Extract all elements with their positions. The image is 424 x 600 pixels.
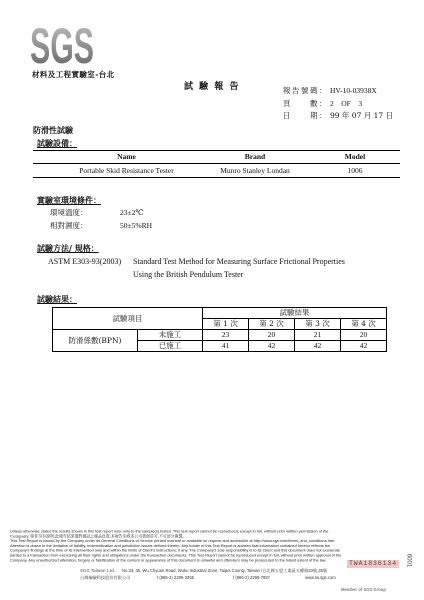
page-count: 2 OF 3: [330, 98, 363, 108]
test-item-header: 試驗項目: [53, 308, 203, 330]
result-value: 21: [295, 330, 341, 341]
run-2-header: 第 2 次: [249, 319, 295, 330]
results-table: [52, 307, 387, 352]
run-4-header: 第 4 次: [341, 319, 387, 330]
results-row-untreated: [53, 330, 387, 341]
test-name: 防滑性試驗: [33, 125, 73, 135]
report-number: HV-10-03938X: [330, 86, 377, 95]
company-phone: t (886-2) 2299-3355: [157, 575, 195, 580]
report-info: [283, 86, 393, 124]
company-address: No.33, 35, Wu Chyuan Road, Wuku Industrial Zone, Taipei County, Taiwan /台北縣五股工業區五權路33號,35號: [122, 568, 328, 573]
disclaimer-line: Company. 除非另有說明,此報告結果僅對測試之樣品負責,本報告未經本公司書面許可,不可部分複製。: [10, 533, 187, 539]
result-value: 41: [203, 341, 249, 352]
test-result-header: 試驗結果: [203, 308, 387, 319]
report-number-row: [283, 86, 393, 99]
method-heading: 試驗方法/ 規格：: [37, 243, 99, 253]
humidity-label: 相對濕度：: [50, 221, 88, 230]
sgs-logo-text: SGS: [30, 26, 94, 66]
equipment-header-row: [33, 151, 400, 164]
equipment-header-name: Name: [33, 151, 220, 164]
equipment-header-brand: Brand: [220, 151, 298, 164]
temperature-value: 23±2℃: [120, 208, 144, 217]
results-heading: 試驗結果：: [37, 294, 77, 304]
method-description-line-1: Standard Test Method for Measuring Surface Frictional Properties: [133, 257, 345, 266]
report-date-row: [283, 111, 393, 124]
sgs-logo: [30, 26, 94, 66]
run-1-header: 第 1 次: [203, 319, 249, 330]
equipment-table: [33, 150, 400, 178]
disclaimer-line: Company. Any unauthorized alteration, forgery or falsification of the content or appearance of this document is unlawful and offenders may be prosecuted to the fullest extent of the law.: [10, 557, 327, 563]
disclaimer-line: Attention is drawn to the limitation of liability, indemnification and jurisdiction issues defined therein. Any holder of this Test Report is advised that information contained hereon reflects the: [10, 543, 331, 548]
disclaimer-line: Company's findings at the time of its intervention only and within the limits of Client's instructions, if any. The Company's sole responsibility is to its Client and this document does not exonerate: [10, 548, 340, 553]
serial-number-stamp: TWA1836134: [349, 560, 398, 567]
page-count-label: 頁 數：: [283, 98, 328, 108]
disclaimer: [10, 529, 341, 563]
method-standard: ASTM E303-93(2003): [48, 257, 122, 266]
result-value: 42: [249, 341, 295, 352]
result-value: 42: [295, 341, 341, 352]
result-value: 20: [341, 330, 387, 341]
company-fax: f (886-2) 2299-7857: [233, 575, 271, 580]
equipment-heading: 試驗設備：: [37, 138, 77, 148]
disclaimer-line: This Test Report is issued by the Company under its General Conditions of Service printed overleaf or available on request and accessible at http://www.sgs.com/terms_and_conditions.htm.: [10, 538, 336, 544]
member-of-sgs-group: Member of SGS Group: [341, 587, 386, 592]
disclaimer-line: parties to a transaction from exercising all their rights and obligations under the transaction documents. This Test Report cannot be reproduced except in full, without prior written approval of the: [10, 552, 342, 558]
disclaimer-line: Unless otherwise stated the results shown in this test report refer only to the sample(s) tested. This test report cannot be reproduced, except in full, without prior written permission of the: [10, 529, 329, 534]
company-name-en: SGS Taiwan Ltd.: [80, 567, 116, 573]
equipment-brand: Munro Stanley Londan: [220, 164, 298, 178]
result-value: 20: [249, 330, 295, 341]
lab-name: 材料及工程實驗室-台北: [32, 70, 115, 79]
run-3-header: 第 3 次: [295, 319, 341, 330]
report-date: 99 年 07 月 17 日: [330, 111, 394, 120]
humidity-value: 50±5%RH: [120, 221, 153, 230]
results-header-row: [53, 308, 387, 319]
result-value: 23: [203, 330, 249, 341]
test-item-name: 防滑係數(BPN): [53, 330, 138, 352]
method-description-line-2: Using the British Pendulum Tester: [133, 270, 244, 279]
form-code: 6001: [405, 553, 412, 568]
report-date-label: 日 期：: [283, 111, 328, 120]
report-number-label: 報告號碼：: [283, 86, 328, 95]
condition-label: 未施工: [138, 330, 203, 341]
result-value: 42: [341, 341, 387, 352]
temperature-label: 環境溫度：: [50, 208, 88, 217]
equipment-row: [33, 164, 400, 178]
report-title: 試 驗 報 告: [184, 82, 240, 92]
page-count-row: [283, 99, 393, 112]
condition-label: 已施工: [138, 341, 203, 352]
company-website: www.tw.sgs.com: [305, 575, 336, 580]
equipment-name: Portable Skid Resistance Tester: [33, 164, 220, 178]
company-name-zh: 台灣檢驗科技股份有限公司: [80, 575, 131, 580]
equipment-header-model: Model: [298, 151, 400, 164]
equipment-model: 1006: [298, 164, 400, 178]
environment-heading: 實驗室環境條件：: [37, 195, 101, 205]
